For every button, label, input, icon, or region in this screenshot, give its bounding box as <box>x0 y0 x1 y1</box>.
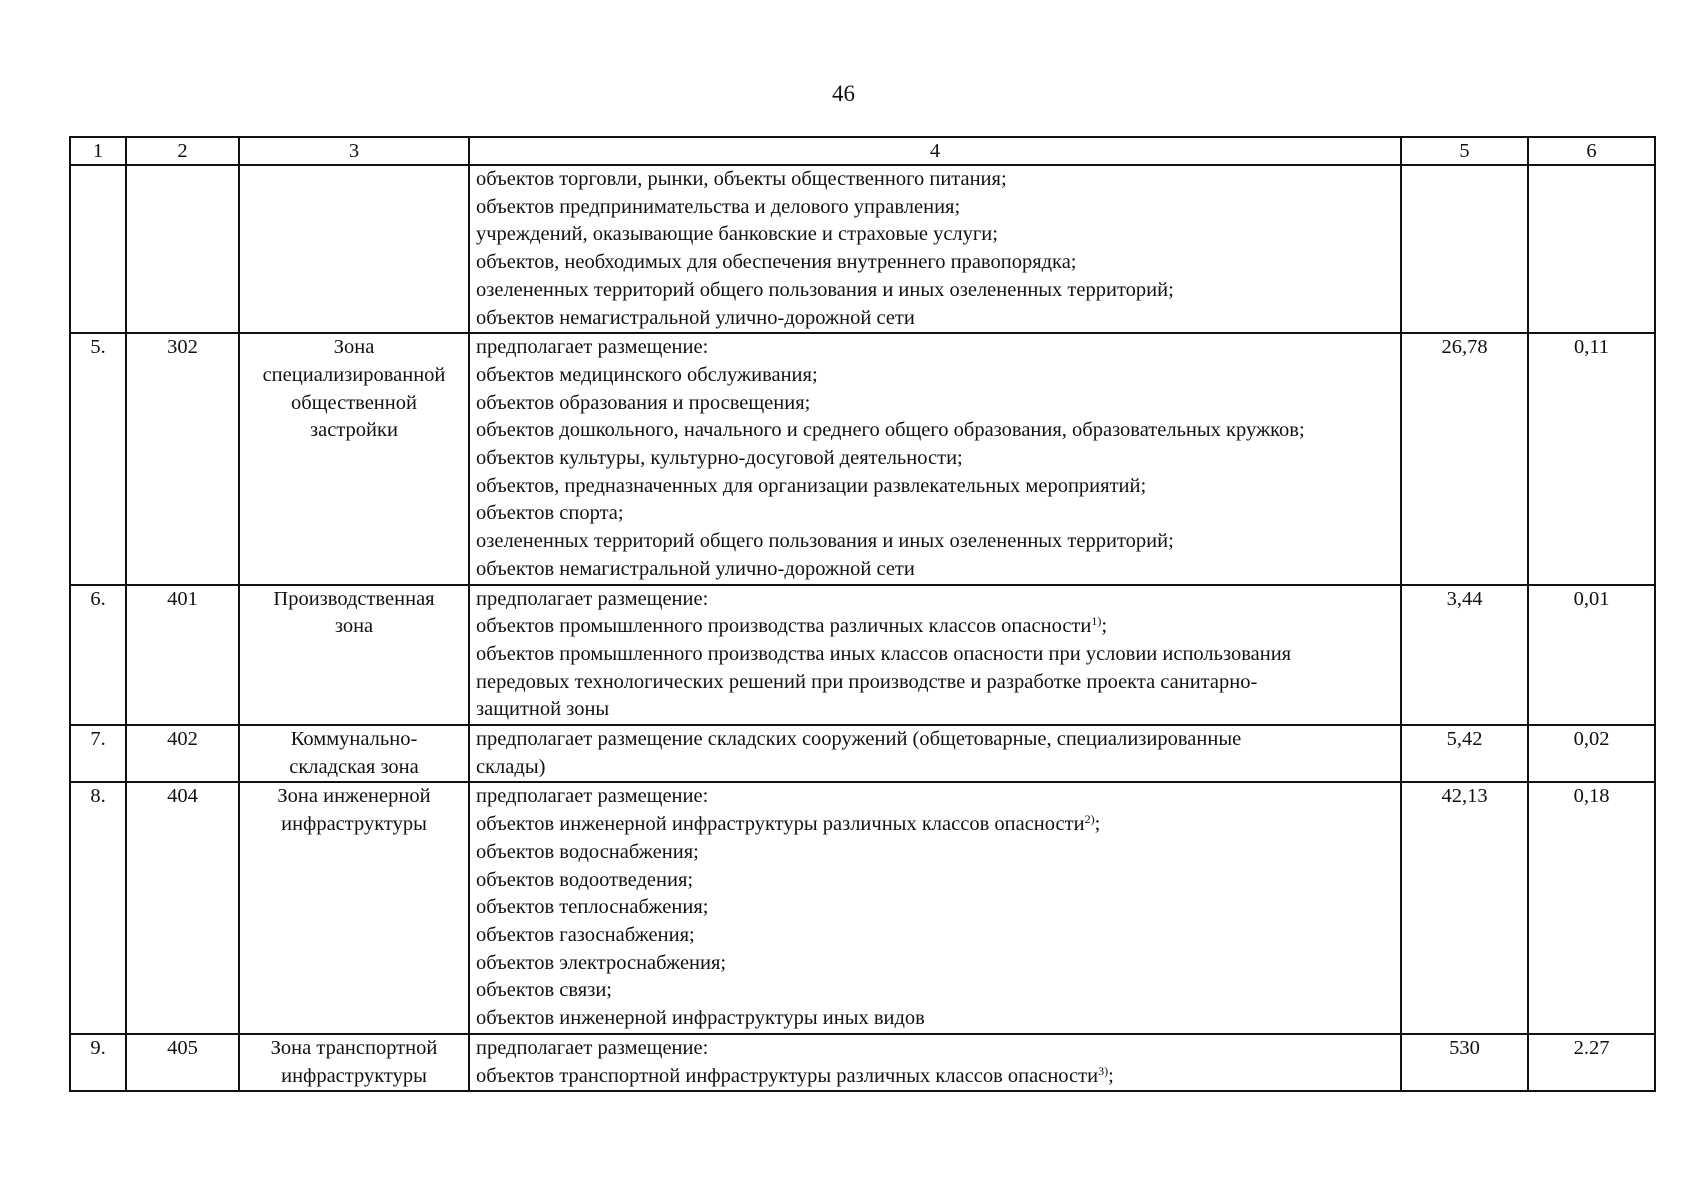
zone-share: 0,02 <box>1528 725 1655 782</box>
header-col-4: 4 <box>469 137 1401 165</box>
zone-name-line: общественной <box>291 391 417 414</box>
zone-area: 3,44 <box>1401 585 1528 726</box>
zone-name <box>239 1034 469 1091</box>
zone-name <box>239 165 469 333</box>
page-number: 46 <box>832 81 855 106</box>
description-line: объектов теплоснабжения; <box>476 896 709 919</box>
zone-name-line: Производственная <box>273 587 435 610</box>
description-line: объектов связи; <box>476 979 613 1002</box>
description-line <box>476 811 1394 839</box>
zone-name-line: Зона транспортной <box>270 1036 438 1059</box>
header-col-3: 3 <box>239 137 469 165</box>
description-line: объектов торговли, рынки, объекты общественного питания; <box>476 168 1007 190</box>
description-punct: ; <box>1108 1064 1114 1087</box>
row-number: 9. <box>70 1034 126 1091</box>
table-row <box>70 165 1655 333</box>
description-line: объектов промышленного производства иных классов опасности при условии использования <box>476 642 1292 665</box>
zone-share <box>1528 165 1655 333</box>
description-line: объектов спорта; <box>476 502 624 525</box>
description-line: предполагает размещение: <box>476 336 709 359</box>
zone-area <box>1401 165 1528 333</box>
description-line: предполагает размещение складских сооружений (общетоварные, специализированные <box>476 728 1242 751</box>
description-line: защитной зоны <box>476 698 610 721</box>
zone-description <box>469 333 1401 584</box>
row-number: 8. <box>70 782 126 1033</box>
zone-name <box>239 782 469 1033</box>
description-line: озелененных территорий общего пользования и иных озелененных территорий; <box>476 278 1174 301</box>
zone-name-line: застройки <box>310 419 398 442</box>
header-col-1: 1 <box>70 137 126 165</box>
table-row <box>70 333 1655 584</box>
row-number <box>70 165 126 333</box>
description-line: объектов медицинского обслуживания; <box>476 363 818 386</box>
description-line: предполагает размещение: <box>476 785 709 808</box>
description-line: объектов предпринимательства и делового управления; <box>476 195 961 218</box>
row-number: 5. <box>70 333 126 584</box>
description-line <box>476 613 1394 641</box>
description-line: объектов электроснабжения; <box>476 951 727 974</box>
description-line: объектов водоснабжения; <box>476 840 699 863</box>
zone-area: 42,13 <box>1401 782 1528 1033</box>
table-row <box>70 782 1655 1033</box>
zone-area: 5,42 <box>1401 725 1528 782</box>
zone-description <box>469 1034 1401 1091</box>
description-line: объектов, предназначенных для организации развлекательных мероприятий; <box>476 474 1147 497</box>
description-line: объектов дошкольного, начального и среднего общего образования, образовательных кружков; <box>476 419 1305 442</box>
zone-description <box>469 165 1401 333</box>
description-line: учреждений, оказывающие банковские и страховые услуги; <box>476 223 998 246</box>
zone-area: 26,78 <box>1401 333 1528 584</box>
zone-description <box>469 782 1401 1033</box>
footnote-mark: 1) <box>1091 614 1102 629</box>
row-number: 6. <box>70 585 126 726</box>
zone-name-line: специализированной <box>262 363 446 386</box>
description-line: объектов немагистральной улично-дорожной сети <box>476 557 915 580</box>
description-line: объектов культуры, культурно-досуговой деятельности; <box>476 447 963 470</box>
description-line: предполагает размещение: <box>476 1036 709 1059</box>
zone-code <box>126 165 239 333</box>
table-row <box>70 585 1655 726</box>
header-col-5: 5 <box>1401 137 1528 165</box>
description-line: передовых технологических решений при производстве и разработке проекта санитарно- <box>476 670 1258 693</box>
description-line: объектов, необходимых для обеспечения внутреннего правопорядка; <box>476 251 1077 274</box>
zone-code: 401 <box>126 585 239 726</box>
description-line: объектов образования и просвещения; <box>476 391 811 414</box>
zone-share: 0,01 <box>1528 585 1655 726</box>
zone-name-line: инфраструктуры <box>281 813 427 836</box>
zone-name-line: Зона инженерной <box>277 785 431 808</box>
header-col-2: 2 <box>126 137 239 165</box>
header-row <box>70 137 1655 165</box>
zone-code: 405 <box>126 1034 239 1091</box>
zone-description <box>469 725 1401 782</box>
header-col-6: 6 <box>1528 137 1655 165</box>
footnote-mark: 2) <box>1084 812 1095 827</box>
zone-share: 2.27 <box>1528 1034 1655 1091</box>
table-row <box>70 725 1655 782</box>
zone-name-line: инфраструктуры <box>281 1064 427 1087</box>
zone-share: 0,11 <box>1528 333 1655 584</box>
zone-name <box>239 333 469 584</box>
description-line: предполагает размещение: <box>476 587 709 610</box>
zone-code: 402 <box>126 725 239 782</box>
table-row <box>70 1034 1655 1091</box>
description-punct: ; <box>1101 615 1108 638</box>
zone-share: 0,18 <box>1528 782 1655 1033</box>
zone-name <box>239 725 469 782</box>
description-line: склады) <box>476 755 546 778</box>
zone-name-line: Коммунально- <box>290 728 418 751</box>
zone-name-line: зона <box>334 615 374 638</box>
description-text: объектов инженерной инфраструктуры различных классов опасности <box>476 813 1085 836</box>
description-line: объектов инженерной инфраструктуры иных видов <box>476 1007 925 1030</box>
zone-code: 404 <box>126 782 239 1033</box>
description-line: объектов немагистральной улично-дорожной сети <box>476 306 915 329</box>
zones-table <box>69 136 1656 1092</box>
footnote-mark: 3) <box>1098 1063 1109 1078</box>
row-number: 7. <box>70 725 126 782</box>
zone-code: 302 <box>126 333 239 584</box>
zone-name <box>239 585 469 726</box>
description-line: озелененных территорий общего пользования и иных озелененных территорий; <box>476 530 1174 553</box>
description-text: объектов транспортной инфраструктуры различных классов опасности <box>476 1064 1099 1087</box>
zone-area: 530 <box>1401 1034 1528 1091</box>
description-punct: ; <box>1094 813 1101 836</box>
description-line: объектов водоотведения; <box>476 868 694 891</box>
description-text: объектов промышленного производства различных классов опасности <box>476 615 1092 638</box>
zone-name-line: Зона <box>333 336 375 359</box>
description-line: объектов газоснабжения; <box>476 923 695 946</box>
zone-name-line: складская зона <box>289 755 419 778</box>
description-line <box>476 1063 1394 1091</box>
zone-description <box>469 585 1401 726</box>
